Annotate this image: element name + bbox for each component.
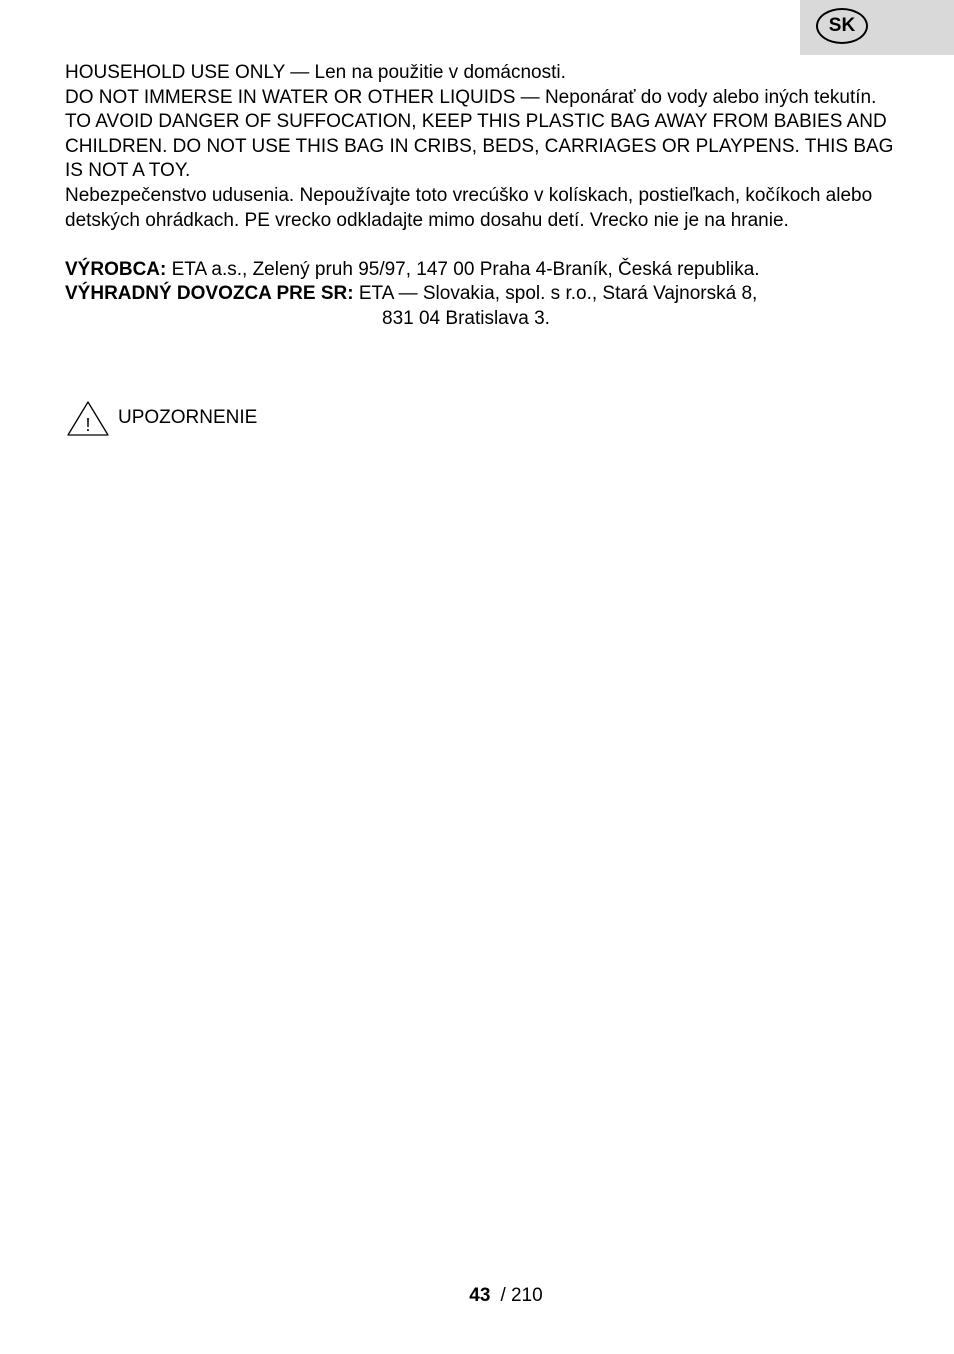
spacer — [65, 233, 895, 258]
language-badge: SK — [816, 8, 868, 44]
manufacturer-label: VÝROBCA: — [65, 258, 167, 280]
suffocation-warning-sk: Nebezpečenstvo udusenia. Nepoužívajte toto vrecúško v kolískach, postieľkach, kočíkoch alebo detských ohrádkach. PE vrecko odkladajte mimo dosahu detí. Vrecko nie je na hranie. — [65, 184, 873, 231]
svg-text:!: ! — [85, 415, 91, 435]
manufacturer-line — [65, 258, 895, 283]
importer-value: ETA — Slovakia, spol. s r.o., Stará Vajnorská 8, — [358, 283, 758, 305]
importer-line — [65, 282, 895, 307]
warning-label: UPOZORNENIE — [118, 407, 258, 428]
document-body — [65, 61, 895, 332]
page-current: 43 — [469, 1285, 491, 1306]
page-number — [0, 1285, 954, 1307]
household-use-line: HOUSEHOLD USE ONLY — Len na použitie v domácnosti. — [65, 62, 566, 83]
warning-notice — [66, 400, 257, 438]
language-tab — [800, 0, 954, 55]
warning-triangle-icon — [66, 400, 110, 438]
page-total: / 210 — [500, 1285, 543, 1306]
do-not-immerse-line: DO NOT IMMERSE IN WATER OR OTHER LIQUIDS — Neponárať do vody alebo iných tekutín. — [65, 86, 877, 108]
importer-address-line2: 831 04 Bratislava 3. — [382, 307, 550, 329]
suffocation-warning-en: TO AVOID DANGER OF SUFFOCATION, KEEP THIS PLASTIC BAG AWAY FROM BABIES AND CHILDREN. DO NOT USE THIS BAG IN CRIBS, BEDS, CARRIAGES OR PLAYPENS. THIS BAG IS NOT A TOY. — [65, 111, 894, 182]
importer-label: VÝHRADNÝ DOVOZCA PRE SR: — [65, 283, 354, 305]
manufacturer-value: ETA a.s., Zelený pruh 95/97, 147 00 Praha 4-Braník, Česká republika. — [171, 258, 760, 280]
